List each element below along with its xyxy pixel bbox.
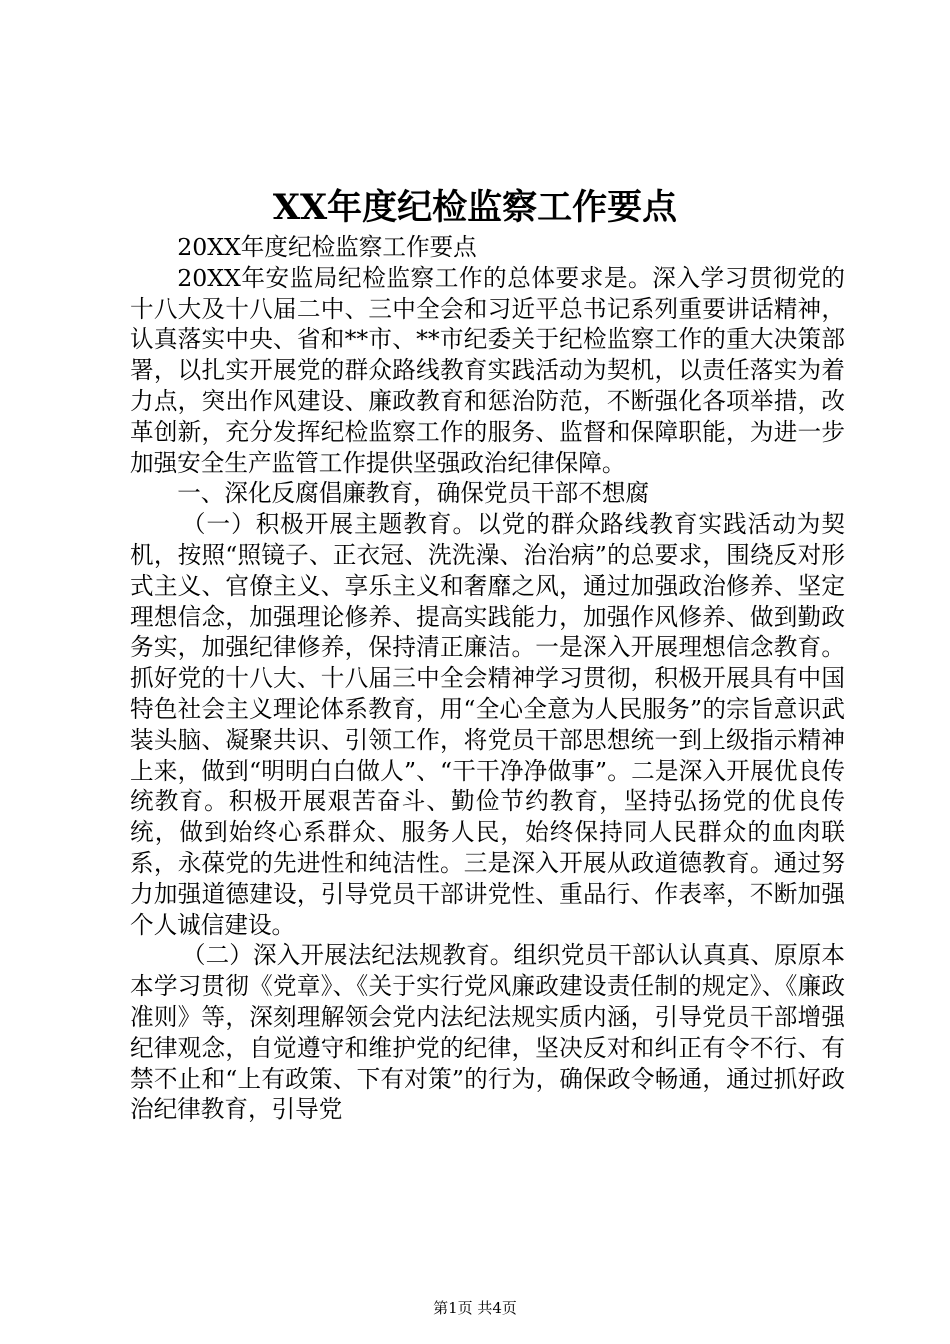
paragraph-law-education: （二）深入开展法纪法规教育。组织党员干部认认真真、原原本本学习贯彻《党章》、《关于实行党风廉政建设责任制的规定》、《廉政准则》等，深刻理解领会党内法纪法规实质内涵，引导党员干部增强纪律观念，自觉遵守和维护党的纪律，坚决反对和纠正有令不行、有禁不止和“上有政策、下有对策”的行为，确保政令畅通，通过抓好政治纪律教育，引导党 bbox=[130, 941, 845, 1124]
section-heading-1: 一、深化反腐倡廉教育，确保党员干部不想腐 bbox=[177, 479, 650, 508]
paragraph-subtitle: 20XX年度纪检监察工作要点 bbox=[177, 233, 477, 261]
page-number-footer: 第1页 共4页 bbox=[433, 1299, 517, 1317]
document-title: XX年度纪检监察工作要点 bbox=[272, 187, 678, 228]
document-body bbox=[130, 232, 845, 1125]
paragraph-theme-education: （一）积极开展主题教育。以党的群众路线教育实践活动为契机，按照“照镜子、正衣冠、洗洗澡、治治病”的总要求，围绕反对形式主义、官僚主义、享乐主义和奢靡之风，通过加强政治修养、坚定理想信念，加强理论修养、提高实践能力，加强作风修养、做到勤政务实，加强纪律修养，保持清正廉洁。一是深入开展理想信念教育。抓好党的十八大、十八届三中全会精神学习贯彻，积极开展具有中国特色社会主义理论体系教育，用“全心全意为人民服务”的宗旨意识武装头脑、凝聚共识、引领工作，将党员干部思想统一到上级指示精神上来，做到“明明白白做人”、“干干净净做事”。二是深入开展优良传统教育。积极开展艰苦奋斗、勤俭节约教育，坚持弘扬党的优良传统，做到始终心系群众、服务人民，始终保持同人民群众的血肉联系，永葆党的先进性和纯洁性。三是深入开展从政道德教育。通过努力加强道德建设，引导党员干部讲党性、重品行、作表率，不断加强个人诚信建设。 bbox=[130, 510, 845, 939]
paragraph-overall-requirements: 20XX年安监局纪检监察工作的总体要求是。深入学习贯彻党的十八大及十八届二中、三中全会和习近平总书记系列重要讲话精神，认真落实中央、省和**市、**市纪委关于纪检监察工作的重大决策部署，以扎实开展党的群众路线教育实践活动为契机，以责任落实为着力点，突出作风建设、廉政教育和惩治防范，不断强化各项举措，改革创新，充分发挥纪检监察工作的服务、监督和保障职能，为进一步加强安全生产监管工作提供坚强政治纪律保障。 bbox=[130, 263, 845, 477]
